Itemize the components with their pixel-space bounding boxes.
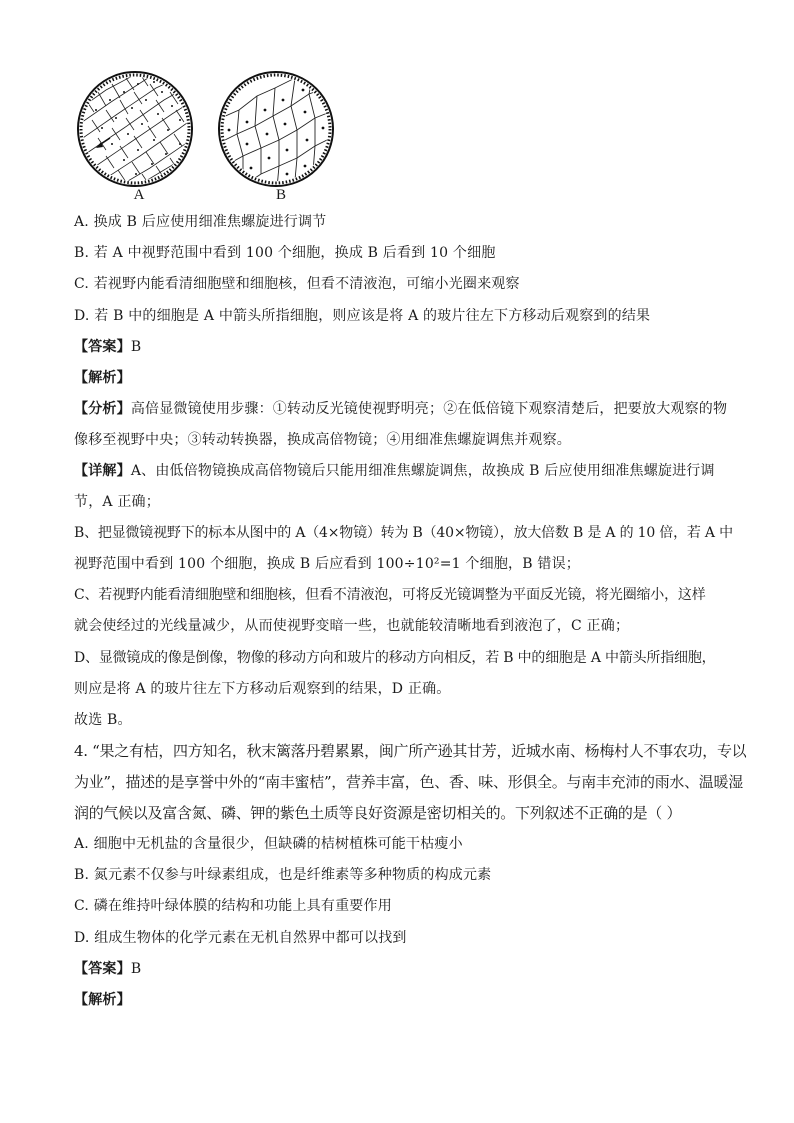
q3-xiangjie-line-8: 则应是将 A 的玻片往左下方移动后观察到的结果，D 正确。 <box>74 681 451 697</box>
q4-answer <box>74 959 141 979</box>
xiangjie-text-1: A、由低倍物镜换成高倍物镜后只能用细准焦螺旋调焦，故换成 B 后应使用细准焦螺旋进行调 <box>130 463 715 479</box>
q4-stem-line-3: 润的气候以及富含氮、磷、钾的紫色土质等良好资源是密切相关的。下列叙述不正确的是（ ） <box>74 804 682 822</box>
q3-xiangjie-line-4: 视野范围中看到 100 个细胞，换成 B 后应看到 100÷10²=1 个细胞，B 错误； <box>74 556 580 572</box>
q3-xiangjie-line-1 <box>74 461 715 481</box>
q4-stem-line-1: 4. “果之有桔，四方知名，秋末篱落丹碧累累，闽广所产逊其甘芳，近城水南、杨梅村人不事农功，专以 <box>74 742 747 760</box>
microscope-view-b <box>217 70 335 188</box>
xiangjie-tag: 【详解】 <box>74 463 131 479</box>
figure-label-a: A <box>133 187 145 203</box>
q3-conclusion: 故选 B。 <box>74 712 132 728</box>
q4-analysis-tag: 【解析】 <box>74 992 131 1008</box>
q4-option-d: D. 组成生物体的化学元素在无机自然界中都可以找到 <box>74 930 407 946</box>
q3-xiangjie-line-7: D、显微镜成的像是倒像，物像的移动方向和玻片的移动方向相反，若 B 中的细胞是 A 中箭头所指细胞， <box>74 650 716 666</box>
microscope-view-a <box>76 70 194 188</box>
q3-xiangjie-line-2: 节，A 正确； <box>74 494 160 510</box>
q4-option-a: A. 细胞中无机盐的含量很少，但缺磷的桔树植株可能干枯瘦小 <box>74 836 463 852</box>
q3-analysis-tag: 【解析】 <box>74 370 131 386</box>
q3-xiangjie-line-6: 就会使经过的光线量减少，从而使视野变暗一些，也就能较清晰地看到液泡了，C 正确； <box>74 618 630 634</box>
q3-xiangjie-line-5: C、若视野内能看清细胞壁和细胞核，但看不清液泡，可将反光镜调整为平面反光镜，将光圈缩小，这样 <box>74 587 706 603</box>
answer-value: B <box>130 961 142 977</box>
q3-fenxi-line-2: 像移至视野中央；③转动转换器，换成高倍物镜；④用细准焦螺旋调焦并观察。 <box>74 432 571 448</box>
q3-answer <box>74 337 141 357</box>
figure-label-b: B <box>275 187 286 203</box>
q4-option-c: C. 磷在维持叶绿体膜的结构和功能上具有重要作用 <box>74 898 392 914</box>
answer-value: B <box>130 339 142 355</box>
q3-fenxi-line-1 <box>74 399 727 419</box>
answer-tag: 【答案】 <box>74 961 131 977</box>
q4-option-b: B. 氮元素不仅参与叶绿素组成，也是纤维素等多种物质的构成元素 <box>74 867 492 883</box>
q3-option-c: C. 若视野内能看清细胞壁和细胞核，但看不清液泡，可缩小光圈来观察 <box>74 276 520 292</box>
microscope-figure <box>76 70 346 210</box>
q3-xiangjie-line-3: B、把显微镜视野下的标本从图中的 A（4×物镜）转为 B（40×物镜），放大倍数 B 是 A 的 10 倍，若 A 中 <box>74 525 733 541</box>
q3-option-a: A. 换成 B 后应使用细准焦螺旋进行调节 <box>74 214 327 230</box>
fenxi-tag: 【分析】 <box>74 401 131 417</box>
fenxi-text-1: 高倍显微镜使用步骤：①转动反光镜使视野明亮；②在低倍镜下观察清楚后，把要放大观察的物 <box>130 401 728 417</box>
q3-option-b: B. 若 A 中视野范围中看到 100 个细胞，换成 B 后看到 10 个细胞 <box>74 245 496 261</box>
q3-option-d: D. 若 B 中的细胞是 A 中箭头所指细胞，则应该是将 A 的玻片往左下方移动后观察到的结果 <box>74 308 651 324</box>
q4-stem-line-2: 为业”，描述的是享誉中外的“南丰蜜桔”，营养丰富，色、香、味、形俱全。与南丰充沛的雨水、温暖湿 <box>74 773 743 791</box>
answer-tag: 【答案】 <box>74 339 131 355</box>
